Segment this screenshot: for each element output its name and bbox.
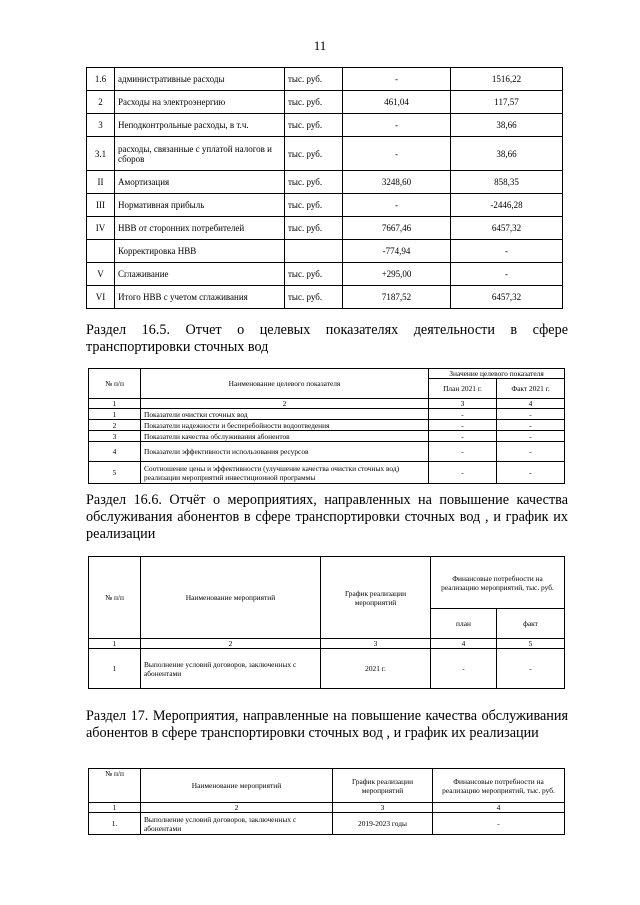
row-name: Нормативная прибыль [115,194,285,217]
row-unit: тыс. руб. [285,217,343,240]
col-finance-header: Финансовые потребности на реализацию мероприятий, тыс. руб. [433,769,565,803]
column-index: 2 [141,803,333,813]
col-fact-header: факт [497,609,565,639]
row-name: Показатели качества обслуживания абонентов [141,431,429,442]
row-number: 2 [89,420,141,431]
row-unit: тыс. руб. [285,91,343,114]
row-number: III [87,194,115,217]
column-index: 1 [89,639,141,649]
col-name-header: Наименование мероприятий [141,769,333,803]
col-num-header: № п/п [89,369,141,399]
table-row [89,399,565,409]
row-name: Соотношение цены и эффективности (улучшение качества очистки сточных вод) реализации мероприятий инвестиционной программы [141,462,429,484]
table-row [89,803,565,813]
col-plan-header: План 2021 г. [429,379,497,399]
table-row [87,68,563,91]
row-fact-value: 117,57 [451,91,563,114]
row-fact-value: 38,66 [451,137,563,171]
section-17-heading: Раздел 17. Мероприятия, направленные на повышение качества обслуживания абонентов в сфере транспортировки сточных вод , и график их реализации [86,708,568,741]
table-row [87,263,563,286]
column-index: 2 [141,639,321,649]
row-plan-value: - [343,114,451,137]
row-fact-value: -2446,28 [451,194,563,217]
table-row [89,409,565,420]
row-unit: тыс. руб. [285,68,343,91]
row-plan-value: 7187,52 [343,286,451,309]
col-finance-header: Финансовые потребности на реализацию мероприятий, тыс. руб. [431,557,565,609]
column-index: 3 [321,639,431,649]
row-number: 2 [87,91,115,114]
col-schedule-header: График реализации мероприятий [333,769,433,803]
row-plan-value: - [343,137,451,171]
row-plan-value: - [343,194,451,217]
row-number: 3 [87,114,115,137]
row-plan-value: 7667,46 [343,217,451,240]
table-row [87,194,563,217]
col-num-header: № п/п [89,557,141,639]
row-plan-value: - [343,68,451,91]
section-16-6-heading: Раздел 16.6. Отчёт о мероприятиях, направленных на повышение качества обслуживания абонентов в сфере транспортировки сточных вод , и график их реализации [86,492,568,542]
row-number: 5 [89,462,141,484]
row-name: Итого НВВ с учетом сглаживания [115,286,285,309]
row-fact-value: - [497,462,565,484]
row-number: V [87,263,115,286]
col-name-header: Наименование мероприятий [141,557,321,639]
row-name: расходы, связанные с уплатой налогов и сборов [115,137,285,171]
column-index: 4 [431,639,497,649]
column-index: 1 [89,399,141,409]
column-index: 5 [497,639,565,649]
table-row [89,442,565,462]
row-fact-value: - [497,442,565,462]
row-plan-value: +295,00 [343,263,451,286]
col-schedule-header: График реализации мероприятий [321,557,431,639]
row-number: 1.6 [87,68,115,91]
table-row [89,639,565,649]
table-row [89,431,565,442]
row-name: Выполнение условий договоров, заключенных с абонентами [141,649,321,689]
col-fact-header: Факт 2021 г. [497,379,565,399]
col-value-header: Значение целевого показателя [429,369,565,379]
row-fact-value: - [497,431,565,442]
measures-report-table [88,556,565,689]
expenses-table [86,67,563,309]
row-number: VI [87,286,115,309]
row-fact-value: - [497,649,565,689]
row-plan-value: - [429,442,497,462]
target-indicators-table [88,368,565,484]
column-index: 4 [497,399,565,409]
row-plan-value: -774,94 [343,240,451,263]
row-fact-value: 6457,32 [451,217,563,240]
row-name: Показатели надежности и бесперебойности водоотведения [141,420,429,431]
row-schedule: 2019-2023 годы [333,813,433,835]
row-finance-value: - [433,813,565,835]
table-row [89,462,565,484]
row-fact-value: 6457,32 [451,286,563,309]
row-name: Неподконтрольные расходы, в т.ч. [115,114,285,137]
row-plan-value: 3248,60 [343,171,451,194]
row-plan-value: - [429,431,497,442]
row-name: административные расходы [115,68,285,91]
row-unit: тыс. руб. [285,114,343,137]
row-unit: тыс. руб. [285,137,343,171]
row-fact-value: 858,35 [451,171,563,194]
table-row [89,649,565,689]
row-name: Корректировка НВВ [115,240,285,263]
column-index: 3 [333,803,433,813]
table-row [87,286,563,309]
table-row [87,114,563,137]
row-unit: тыс. руб. [285,171,343,194]
row-plan-value: - [429,420,497,431]
row-unit: тыс. руб. [285,263,343,286]
row-number: 4 [89,442,141,462]
row-number: II [87,171,115,194]
row-plan-value: - [429,462,497,484]
row-fact-value: - [451,263,563,286]
table-row [89,420,565,431]
row-number: IV [87,217,115,240]
row-number: 3.1 [87,137,115,171]
row-name: Расходы на электроэнергию [115,91,285,114]
column-index: 4 [433,803,565,813]
column-index: 2 [141,399,429,409]
row-fact-value: 1516,22 [451,68,563,91]
page-number: 11 [313,38,327,53]
section-16-5-heading: Раздел 16.5. Отчет о целевых показателях деятельности в сфере транспортировки сточных вод [86,322,568,355]
row-fact-value: - [497,420,565,431]
row-name: НВВ от сторонних потребителей [115,217,285,240]
row-fact-value: 38,66 [451,114,563,137]
col-plan-header: план [431,609,497,639]
row-number: 3 [89,431,141,442]
row-number: 1 [89,649,141,689]
table-row [89,813,565,835]
row-unit: тыс. руб. [285,194,343,217]
row-name: Показатели очистки сточных вод [141,409,429,420]
row-fact-value: - [497,409,565,420]
row-number [87,240,115,263]
row-plan-value: 461,04 [343,91,451,114]
table-row [87,217,563,240]
row-number: 1 [89,409,141,420]
column-index: 1 [89,803,141,813]
table-row [87,240,563,263]
row-name: Выполнение условий договоров, заключенных с абонентами [141,813,333,835]
col-num-header: № п/п [89,769,141,803]
measures-plan-table [88,768,565,835]
row-name: Сглаживание [115,263,285,286]
row-fact-value: - [451,240,563,263]
col-name-header: Наименование целевого показателя [141,369,429,399]
row-schedule: 2021 г. [321,649,431,689]
row-plan-value: - [431,649,497,689]
row-unit [285,240,343,263]
row-name: Показатели эффективности использования ресурсов [141,442,429,462]
table-row [87,171,563,194]
table-row [87,137,563,171]
row-name: Амортизация [115,171,285,194]
column-index: 3 [429,399,497,409]
row-unit: тыс. руб. [285,286,343,309]
row-plan-value: - [429,409,497,420]
table-row [87,91,563,114]
row-number: 1. [89,813,141,835]
